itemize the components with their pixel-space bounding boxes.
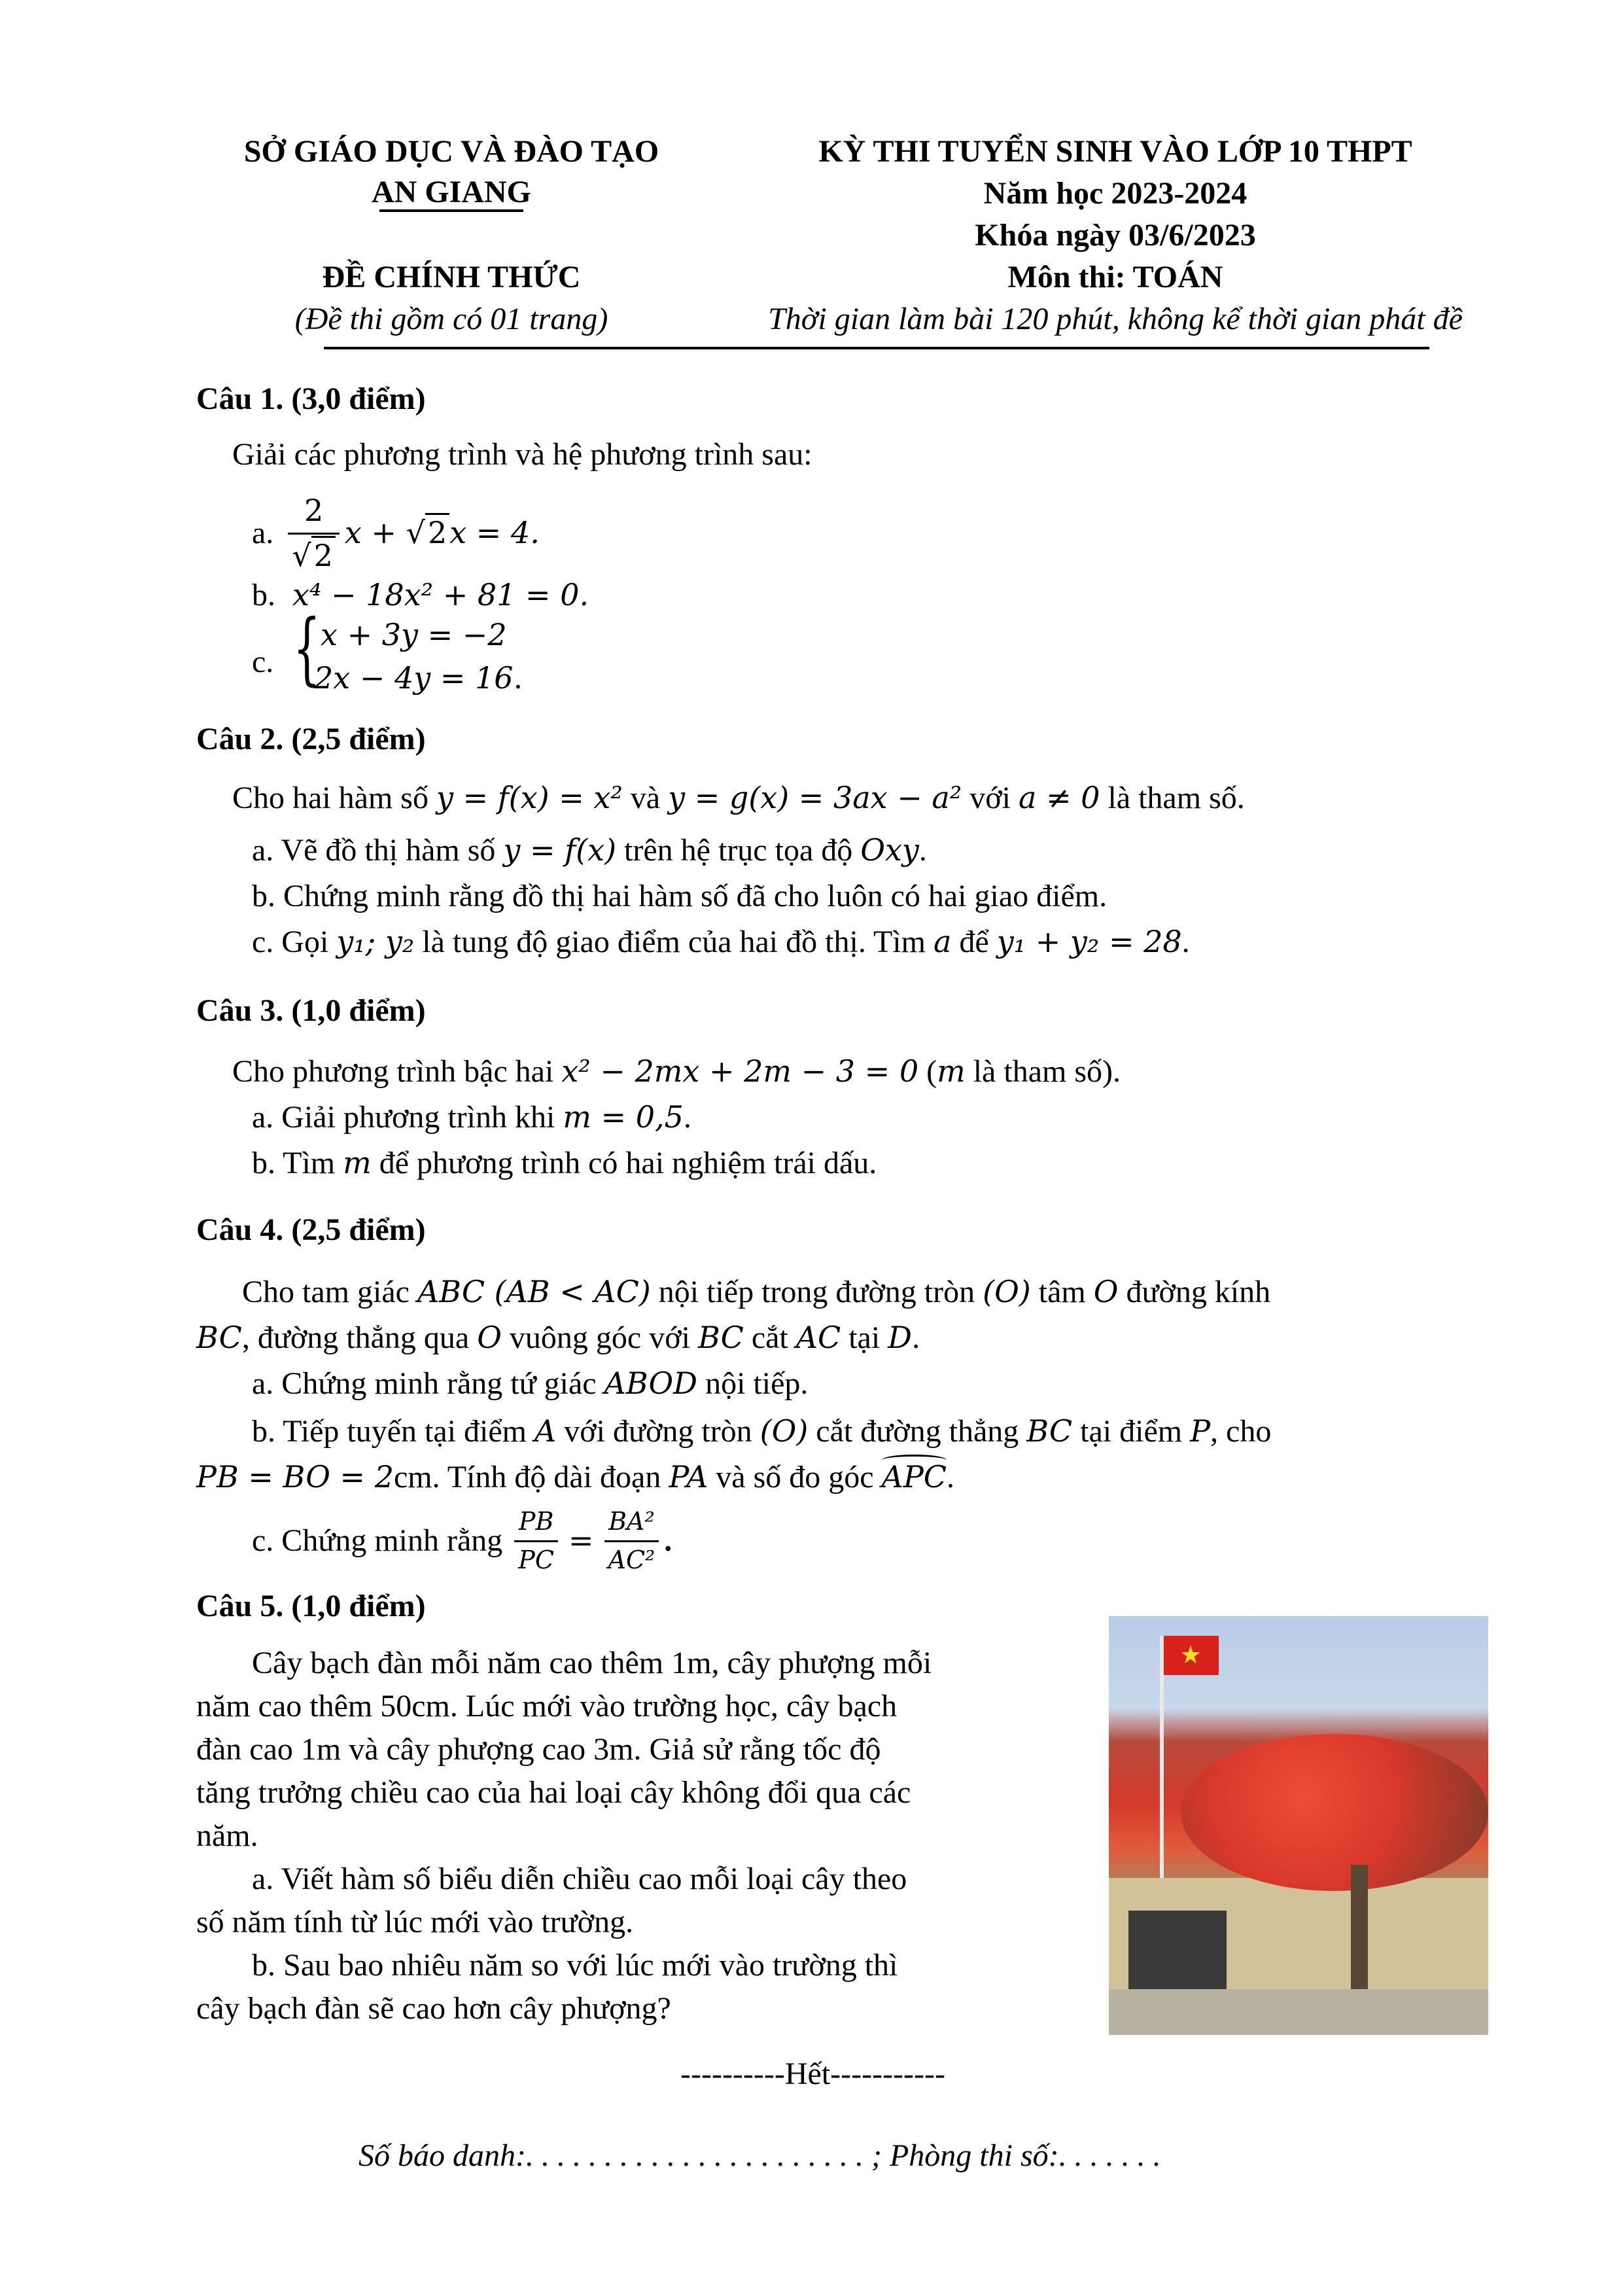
q4-l1-t3: tâm (1030, 1275, 1094, 1309)
q4-l2-t5: . (912, 1320, 920, 1355)
q3-equation: x² − 2mx + 2m − 3 = 0 (561, 1053, 919, 1089)
angle-arc-icon (882, 1455, 947, 1466)
q2-c-t4: . (1181, 925, 1190, 959)
building-entrance (1128, 1911, 1227, 1989)
q2-c-t3: để (951, 925, 997, 959)
time-note: Thời gian làm bài 120 phút, không kể thời gian phát đề (768, 302, 1463, 336)
q4-c-fraction1 (514, 1506, 558, 1576)
q3-b-t2: để phương trình có hai nghiệm trái dấu. (371, 1146, 877, 1180)
q1-b-label: b. (252, 578, 275, 612)
q4-b-m1: A (534, 1413, 557, 1449)
angle-apc: APC (882, 1458, 947, 1496)
q3-a-t2: . (683, 1100, 691, 1135)
q4-a (252, 1364, 808, 1404)
q1-a-denominator: √2 (288, 535, 340, 575)
q2-a-cond: a ≠ 0 (1018, 780, 1100, 815)
q4-a-t1: a. Chứng minh rằng tứ giác (252, 1366, 604, 1401)
q1-intro: Giải các phương trình và hệ phương trình sau: (232, 437, 812, 472)
school-year: Năm học 2023-2024 (983, 176, 1248, 211)
q4-l2-t3: cắt (743, 1320, 796, 1355)
q3-intro-t2: ( (918, 1054, 937, 1089)
q4-l1-t4: đường kính (1118, 1275, 1271, 1309)
q4-b2-m1: PB = BO = 2 (196, 1459, 394, 1494)
official-label: ĐỀ CHÍNH THỨC (322, 260, 581, 294)
q1-b-expr: x⁴ − 18x² + 81 = 0. (292, 577, 589, 612)
q1-title: Câu 1. (3,0 điểm) (196, 381, 426, 416)
header-underline (379, 209, 523, 212)
q1-c-eq2-text: 2x − 4y = 16 (314, 660, 514, 696)
q5-b2: cây bạch đàn sẽ cao hơn cây phượng? (196, 1991, 671, 2026)
subject: Môn thi: TOÁN (1007, 260, 1223, 294)
q4-c-eq: = (568, 1523, 594, 1559)
q4-title: Câu 4. (2,5 điểm) (196, 1212, 426, 1247)
q3-intro-m2: m (937, 1053, 966, 1089)
q4-b2-t3: . (946, 1460, 954, 1494)
q4-l2-m4: AC (795, 1320, 841, 1355)
q1-a-rest3: x = 4. (449, 515, 540, 551)
q4-b-t3: cắt đường thẳng (808, 1414, 1027, 1449)
q4-c-f1-num: PB (518, 1507, 554, 1536)
header-divider (324, 347, 1429, 349)
q4-l2-m5: D (888, 1320, 913, 1355)
q2-a-t2: trên hệ trục tọa độ (616, 833, 861, 868)
q3-a (252, 1098, 691, 1137)
q4-a-m1: ABOD (604, 1366, 698, 1401)
q4-l1-m3: O (1093, 1274, 1119, 1309)
q5-p4: tăng trưởng chiều cao của hai loại cây không đổi qua các (196, 1775, 911, 1810)
q3-title: Câu 3. (1,0 điểm) (196, 993, 426, 1028)
q3-intro-t1: Cho phương trình bậc hai (232, 1054, 562, 1089)
q4-l1-m1: ABC (AB < AC) (417, 1274, 651, 1309)
school-tree-photo (1109, 1616, 1488, 2035)
q4-l1-m2: (O) (983, 1274, 1031, 1309)
q4-b-m3: BC (1026, 1413, 1073, 1449)
q5-a1: a. Viết hàm số biểu diễn chiều cao mỗi loại cây theo (252, 1862, 907, 1896)
q2-a-m1: y = f(x) (503, 832, 617, 868)
q5-p2: năm cao thêm 50cm. Lúc mới vào trường học, cây bạch (196, 1689, 898, 1723)
q4-c (252, 1498, 672, 1583)
q4-l2-m3: BC (697, 1320, 744, 1355)
q2-intro-t4: là tham số. (1100, 781, 1245, 815)
q2-f-def: y = f(x) = x² (436, 780, 623, 815)
q2-intro-t2: và (622, 781, 669, 815)
q4-b2-t2: và số đo góc (708, 1460, 882, 1494)
q1-a-numerator: 2 (304, 493, 324, 528)
q2-a-t1: a. Vẽ đồ thị hàm số (252, 833, 504, 868)
q3-intro-t3: là tham số). (965, 1054, 1121, 1089)
exam-name: KỲ THI TUYỂN SINH VÀO LỚP 10 THPT (818, 134, 1412, 169)
q3-a-t1: a. Giải phương trình khi (252, 1100, 563, 1135)
q4-l2-m1: BC (196, 1320, 242, 1355)
q4-l1-t1: Cho tam giác (242, 1275, 417, 1309)
q1-a-fraction (288, 492, 340, 574)
q3-b-m1: m (343, 1145, 372, 1180)
q2-a-m2: Oxy (860, 832, 919, 868)
ground (1109, 1989, 1488, 2035)
system-brace: { (293, 603, 321, 694)
q5-title: Câu 5. (1,0 điểm) (196, 1589, 426, 1623)
q4-b-cont (196, 1458, 954, 1497)
province-name: AN GIANG (371, 175, 531, 209)
q2-intro (232, 779, 1245, 818)
q4-b-m4: P (1190, 1413, 1211, 1449)
department-name: SỞ GIÁO DỤC VÀ ĐÀO TẠO (243, 134, 659, 169)
q4-line2 (196, 1318, 920, 1358)
q4-c-t2: . (664, 1523, 672, 1558)
q4-b-t5: , cho (1210, 1414, 1272, 1449)
q2-b: b. Chứng minh rằng đồ thị hai hàm số đã cho luôn có hai giao điểm. (252, 879, 1108, 913)
q2-a (252, 831, 927, 870)
q1-a-label: a. (252, 516, 274, 550)
q5-p5: năm. (196, 1818, 258, 1853)
q2-intro-t3: với (962, 781, 1019, 815)
header-left (196, 131, 707, 340)
q5-b1: b. Sau bao nhiêu năm so với lúc mới vào trường thì (252, 1948, 898, 1983)
q4-b-t4: tại điểm (1072, 1414, 1191, 1449)
candidate-info-footer: Số báo danh:. . . . . . . . . . . . . . . . . . . . . . ; Phòng thi số:. . . . . . . (358, 2138, 1161, 2173)
q2-c-m2: a (933, 924, 952, 959)
q2-title: Câu 2. (2,5 điểm) (196, 722, 426, 756)
q4-c-f2-num: BA² (608, 1507, 655, 1536)
q4-b2-t1: cm. Tính độ dài đoạn (393, 1460, 669, 1494)
q1-a-rest1: x + √ (344, 515, 425, 551)
q4-b-t1: b. Tiếp tuyến tại điểm (252, 1414, 534, 1449)
q4-l2-t2: vuông góc với (501, 1320, 698, 1355)
q2-c-t1: c. Gọi (252, 925, 337, 959)
q4-l2-m2: O (477, 1320, 502, 1355)
pages-note: (Đề thi gồm có 01 trang) (294, 302, 608, 336)
q5-p3: đàn cao 1m và cây phượng cao 3m. Giả sử rằng tốc độ (196, 1732, 881, 1767)
q2-c (252, 923, 1190, 962)
flame-tree-canopy (1181, 1734, 1488, 1891)
q2-c-m1: y₁; y₂ (336, 924, 415, 959)
q1-c-eq1: x + 3y = −2 (321, 617, 507, 652)
end-mark: ----------Hết----------- (680, 2057, 945, 2091)
q4-line1 (242, 1273, 1270, 1312)
q4-l2-t4: tại (841, 1320, 888, 1355)
q1-a-radicand: 2 (425, 513, 449, 550)
header-right (710, 131, 1521, 340)
q2-g-def: y = g(x) = 3ax − a² (668, 780, 962, 815)
q5-a2: số năm tính từ lúc mới vào trường. (196, 1905, 634, 1939)
q4-l2-t1: , đường thẳng qua (241, 1320, 478, 1355)
q4-c-t1: c. Chứng minh rằng (252, 1523, 503, 1558)
q1-a (252, 484, 540, 582)
q2-a-t3: . (918, 833, 927, 868)
q2-c-t2: là tung độ giao điểm của hai đồ thị. Tìm (414, 925, 934, 959)
q4-b-m2: (O) (759, 1413, 809, 1449)
q4-b (252, 1412, 1271, 1451)
q2-c-m3: y₁ + y₂ = 28 (996, 924, 1182, 959)
q1-c-end: . (513, 660, 523, 696)
q4-l1-t2: nội tiếp trong đường tròn (650, 1275, 983, 1309)
q1-c-label: c. (252, 645, 274, 679)
flag-star-icon: ★ (1179, 1640, 1202, 1669)
q4-c-fraction2 (604, 1506, 659, 1576)
q3-a-m1: m = 0,5 (563, 1099, 684, 1135)
exam-date: Khóa ngày 03/6/2023 (975, 218, 1256, 253)
q4-a-t2: nội tiếp. (697, 1366, 809, 1401)
q3-b (252, 1144, 877, 1183)
q5-p1: Cây bạch đàn mỗi năm cao thêm 1m, cây phượng mỗi (252, 1646, 932, 1680)
q1-a-den-radicand: 2 (311, 536, 336, 573)
q4-b2-m2: PA (669, 1459, 708, 1494)
q4-c-f2-den: AC² (608, 1545, 655, 1574)
q4-b-t2: với đường tròn (556, 1414, 760, 1449)
q4-c-f1-den: PC (518, 1545, 554, 1574)
q3-intro (232, 1052, 1121, 1091)
q2-intro-t1: Cho hai hàm số (232, 781, 436, 815)
q3-b-t1: b. Tìm (252, 1146, 343, 1180)
q1-c-eq2 (314, 660, 523, 698)
